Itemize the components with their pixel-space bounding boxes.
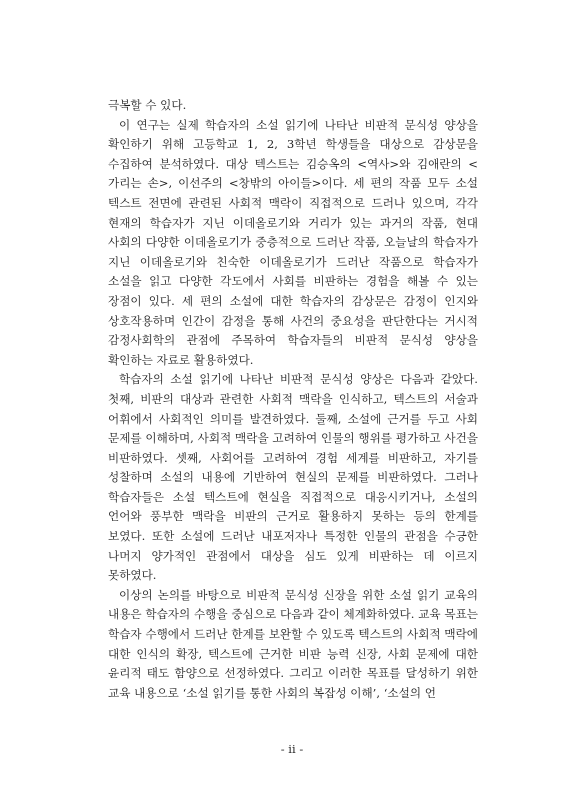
paragraph-study-method: 이 연구는 실제 학습자의 소설 읽기에 나타난 비판적 문식성 양상을 확인하기 위해 고등학교 1, 2, 3학년 학생들을 대상으로 감상문을 수집하여 분석하였다. 대상 텍스트는 김승옥의 <역사>와 김애란의 <가리는 손>, 이선주의 <창밖의 아이들>이다. 세 편의 작품 모두 소설 텍스트 전면에 관련된 사회적 맥락이 직접적으로 드러나 있으며, 각각 현재의 학습자가 지닌 이데올로기와 거리가 있는 과거의 작품, 현대 사회의 다양한 이데올로기가 중층적으로 드러난 작품, 오늘날의 학습자가 지닌 이데올로기와 친숙한 이데올로기가 드러난 작품으로 학습자가 소설을 읽고 다양한 각도에서 사회를 비판하는 경험을 해볼 수 있는 장점이 있다. 세 편의 소설에 대한 학습자의 감상문은 감정이 인지와 상호작용하며 인간이 감정을 통해 사건의 중요성을 판단한다는 거시적 감정사회학의 관점에 주목하여 학습자들의 비판적 문식성 양상을 확인하는 자료로 활용하였다. [108, 117, 478, 367]
page-number: - ii - [280, 742, 304, 756]
body-text [108, 96, 478, 703]
paragraph-education-content: 이상의 논의를 바탕으로 비판적 문식성 신장을 위한 소설 읽기 교육의 내용은 학습자의 수행을 중심으로 다음과 같이 체계화하였다. 교육 목표는 학습자 수행에서 드러난 한계를 보완할 수 있도록 텍스트의 사회적 맥락에 대한 인식의 확장, 텍스트에 근거한 비판 능력 신장, 사회 문제에 대한 윤리적 태도 함양으로 선정하였다. 그리고 이러한 목표를 달성하기 위한 교육 내용으로 ‘소설 읽기를 통한 사회의 복잡성 이해’, ‘소설의 언 [108, 587, 478, 700]
paragraph-findings: 학습자의 소설 읽기에 나타난 비판적 문식성 양상은 다음과 같았다. 첫째, 비판의 대상과 관련한 사회적 맥락을 인식하고, 텍스트의 서술과 어휘에서 사회적인 의미를 발견하였다. 둘째, 소설에 근거를 두고 사회 문제를 이해하며, 사회적 맥락을 고려하여 인물의 행위를 평가하고 사건을 비판하였다. 셋째, 사회어를 고려하여 경험 세계를 비판하고, 자기를 성찰하며 소설의 내용에 기반하여 현실의 문제를 비판하였다. 그러나 학습자들은 소설 텍스트에 현실을 직접적으로 대응시키거나, 소설의 언어와 풍부한 맥락을 비판의 근거로 활용하지 못하는 등의 한계를 보였다. 또한 소설에 드러난 내포저자나 특정한 인물의 관점을 수긍한 나머지 양가적인 관점에서 대상을 심도 있게 비판하는 데 이르지 못하였다. [108, 372, 478, 583]
paragraph-continuation: 극복할 수 있다. [108, 98, 187, 112]
